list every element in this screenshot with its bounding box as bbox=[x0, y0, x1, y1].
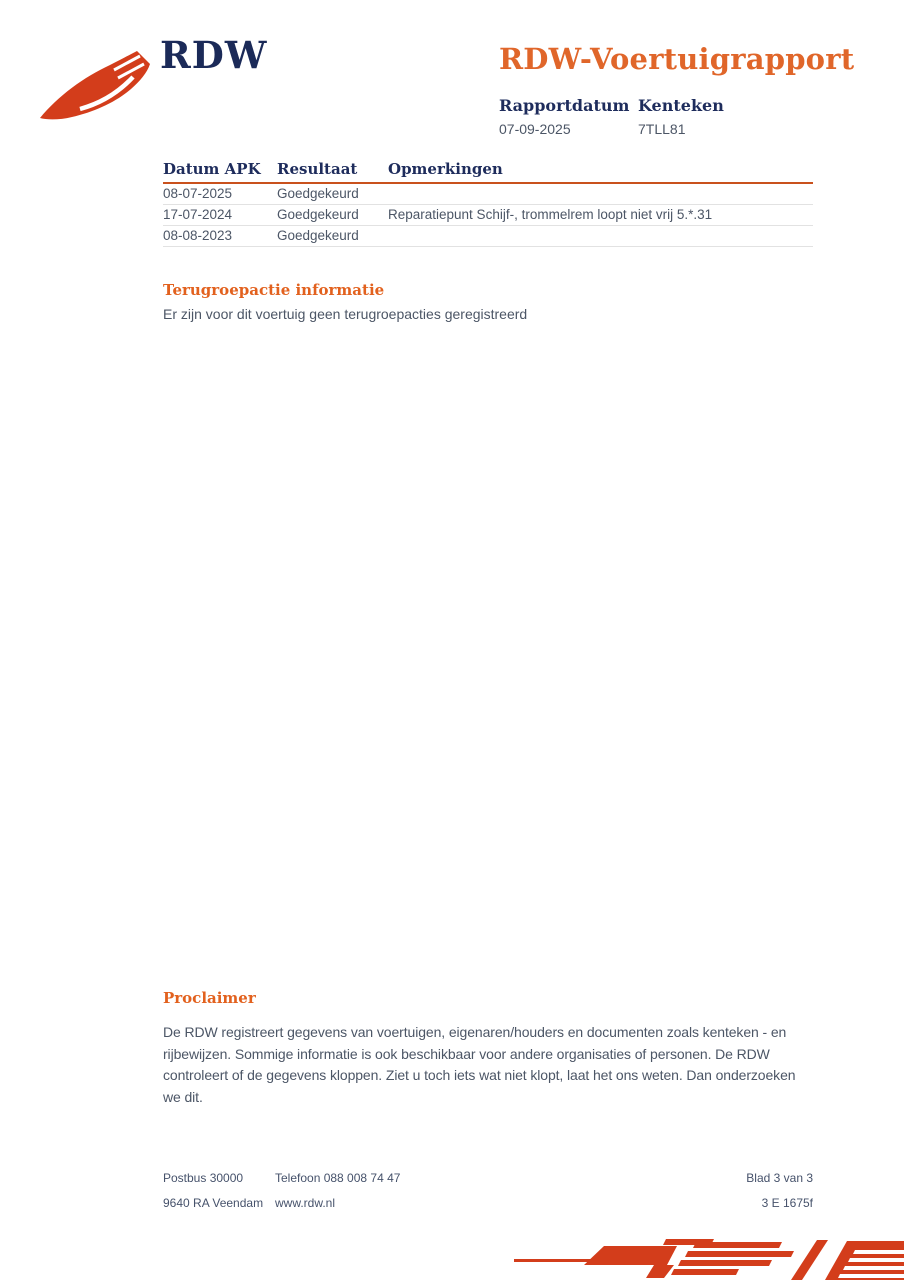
cell-datum: 08-08-2023 bbox=[163, 228, 233, 243]
column-header-datum-apk: Datum APK bbox=[163, 160, 261, 178]
recall-section bbox=[163, 281, 813, 322]
table-row bbox=[163, 226, 813, 247]
apk-history-table bbox=[163, 158, 813, 247]
rdw-wordmark: RDW bbox=[160, 33, 268, 77]
column-header-opmerkingen: Opmerkingen bbox=[388, 160, 503, 178]
footer-page-indicator: Blad 3 van 3 bbox=[746, 1171, 813, 1185]
proclaimer-body: De RDW registreert gegevens van voertuigen, eigenaren/houders en documenten zoals kenteken - en rijbewijzen. Sommige informatie is ook beschikbaar voor andere organisaties of personen. De RDW controleert of de gegevens kloppen. Ziet u toch iets wat niet klopt, laat het ons weten. Dan onderzoeken we dit. bbox=[163, 1024, 796, 1105]
cell-resultaat: Goedgekeurd bbox=[277, 186, 359, 201]
page-title: RDW-Voertuigrapport bbox=[499, 42, 855, 76]
cell-resultaat: Goedgekeurd bbox=[277, 228, 359, 243]
footer-phone: Telefoon 088 008 74 47 bbox=[275, 1171, 401, 1185]
footer-website: www.rdw.nl bbox=[275, 1196, 336, 1210]
license-plate-value: 7TLL81 bbox=[638, 121, 686, 137]
report-meta bbox=[499, 96, 724, 137]
recall-heading: Terugroepactie informatie bbox=[163, 281, 385, 299]
footer-row bbox=[163, 1196, 813, 1210]
recall-body: Er zijn voor dit voertuig geen terugroepacties geregistreerd bbox=[163, 306, 528, 322]
footer-form-code: 3 E 1675f bbox=[761, 1196, 813, 1210]
report-date-block bbox=[499, 96, 638, 137]
table-row bbox=[163, 184, 813, 205]
proclaimer-section bbox=[163, 989, 815, 1108]
report-date-label: Rapportdatum bbox=[499, 96, 630, 115]
footer-row bbox=[163, 1171, 813, 1185]
license-plate-block bbox=[638, 96, 724, 137]
footer-address-line2: 9640 RA Veendam bbox=[163, 1196, 264, 1210]
cell-opmerkingen bbox=[388, 226, 813, 246]
proclaimer-heading: Proclaimer bbox=[163, 989, 256, 1007]
column-header-resultaat: Resultaat bbox=[277, 160, 358, 178]
cell-datum: 17-07-2024 bbox=[163, 207, 233, 222]
footer-address-line1: Postbus 30000 bbox=[163, 1171, 244, 1185]
cell-datum: 08-07-2025 bbox=[163, 186, 233, 201]
cell-opmerkingen bbox=[388, 184, 813, 204]
table-row bbox=[163, 205, 813, 226]
apk-table-header bbox=[163, 158, 813, 184]
rdw-wing-icon bbox=[36, 50, 158, 124]
page-footer bbox=[163, 1171, 813, 1221]
report-date-value: 07-09-2025 bbox=[499, 121, 571, 137]
speed-stripes-graphic bbox=[514, 1238, 904, 1280]
license-plate-label: Kenteken bbox=[638, 96, 724, 115]
cell-resultaat: Goedgekeurd bbox=[277, 207, 359, 222]
cell-opmerkingen: Reparatiepunt Schijf-, trommelrem loopt niet vrij 5.*.31 bbox=[388, 207, 713, 222]
